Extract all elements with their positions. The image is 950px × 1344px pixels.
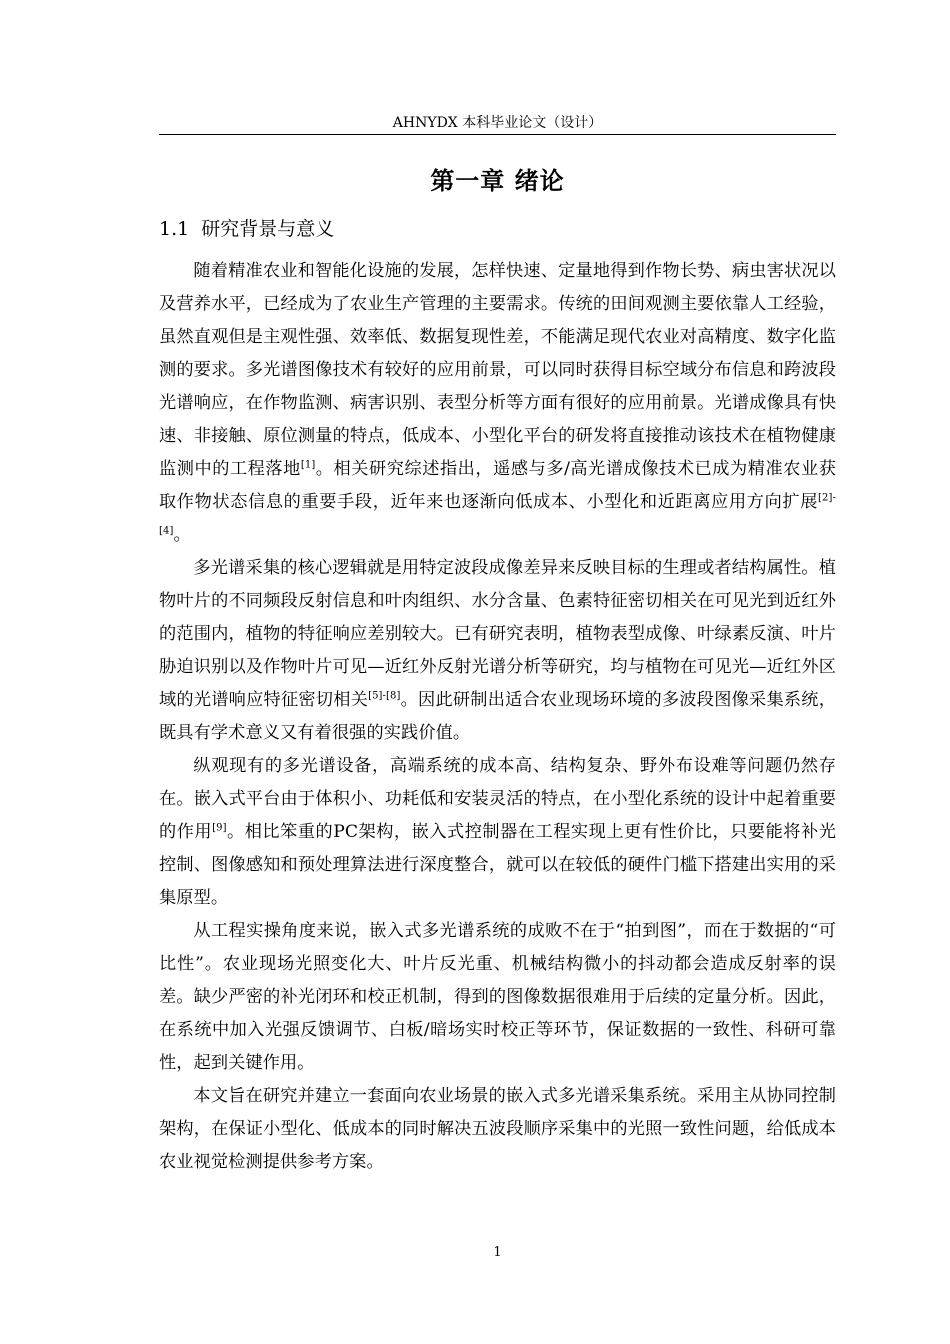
paragraph-text: 多光谱采集的核心逻辑就是用特定波段成像差异来反映目标的生理或者结构属性。植物叶片的不同频段反射信息和叶肉组织、水分含量、色素特征密切相关在可见光到近红外的范围内，植物的特征响应差别较大。已有研究表明，植物表型成像、叶绿素反演、叶片胁迫识别以及作物叶片可见—近红外反射光谱分析等研究，均与植物在可见光—近红外区域的光谱响应特征密切相关 <box>159 558 836 710</box>
section-number: 1.1 <box>159 218 190 240</box>
paragraph-text: 。因此研制出适合农业现场环境的多波段图像采集系统，既具有学术意义又有着很强的实践价值。 <box>159 690 836 743</box>
header-rule <box>159 134 836 135</box>
citation: [5]-[8] <box>368 690 401 702</box>
body-text <box>159 255 836 1179</box>
paragraph-text: 。相关研究综述指出，遥感与多/高光谱成像技术已成为精准农业获取作物状态信息的重要手段，近年来也逐渐向低成本、小型化和近距离应用方向扩展 <box>159 459 836 512</box>
paragraph-4 <box>159 915 836 1080</box>
paragraph-3 <box>159 750 836 915</box>
paragraph-text: 随着精准农业和智能化设施的发展，怎样快速、定量地得到作物长势、病虫害状况以及营养水平，已经成为了农业生产管理的主要需求。传统的田间观测主要依靠人工经验，虽然直观但是主观性强、效率低、数据复现性差，不能满足现代农业对高精度、数字化监测的要求。多光谱图像技术有较好的应用前景，可以同时获得目标空域分布信息和跨波段光谱响应，在作物监测、病害识别、表型分析等方面有很好的应用前景。光谱成像具有快速、非接触、原位测量的特点，低成本、小型化平台的研发将直接推动该技术在植物健康监测中的工程落地 <box>159 261 836 479</box>
section-title: 研究背景与意义 <box>201 218 335 240</box>
citation: [9] <box>212 822 227 834</box>
page-number: 1 <box>493 1245 502 1260</box>
section-heading <box>159 214 334 244</box>
paragraph-2 <box>159 552 836 750</box>
running-header: AHNYDX 本科毕业论文（设计） <box>392 115 603 131</box>
chapter-title: 第一章 绪论 <box>430 167 565 195</box>
paragraph-text: 。相比笨重的PC架构，嵌入式控制器在工程实现上更有性价比，只要能将补光控制、图像感知和预处理算法进行深度整合，就可以在较低的硬件门槛下搭建出实用的采集原型。 <box>159 822 836 908</box>
paragraph-text: 本文旨在研究并建立一套面向农业场景的嵌入式多光谱采集系统。采用主从协同控制架构，在保证小型化、低成本的同时解决五波段顺序采集中的光照一致性问题，给低成本农业视觉检测提供参考方案。 <box>159 1086 836 1172</box>
citation: [1] <box>300 459 316 471</box>
citation: [2]-[4] <box>159 492 836 537</box>
paragraph-text: 。 <box>173 525 191 545</box>
paragraph-text: 从工程实操角度来说，嵌入式多光谱系统的成败不在于“拍到图”，而在于数据的“可比性”。农业现场光照变化大、叶片反光重、机械结构微小的抖动都会造成反射率的误差。缺少严密的补光闭环和校正机制，得到的图像数据很难用于后续的定量分析。因此，在系统中加入光强反馈调节、白板/暗场实时校正等环节，保证数据的一致性、科研可靠性，起到关键作用。 <box>159 921 836 1073</box>
paragraph-text: 纵观现有的多光谱设备，高端系统的成本高、结构复杂、野外布设难等问题仍然存在。嵌入式平台由于体积小、功耗低和安装灵活的特点，在小型化系统的设计中起着重要的作用 <box>159 756 836 842</box>
paragraph-5 <box>159 1080 836 1179</box>
paragraph-1 <box>159 255 836 552</box>
